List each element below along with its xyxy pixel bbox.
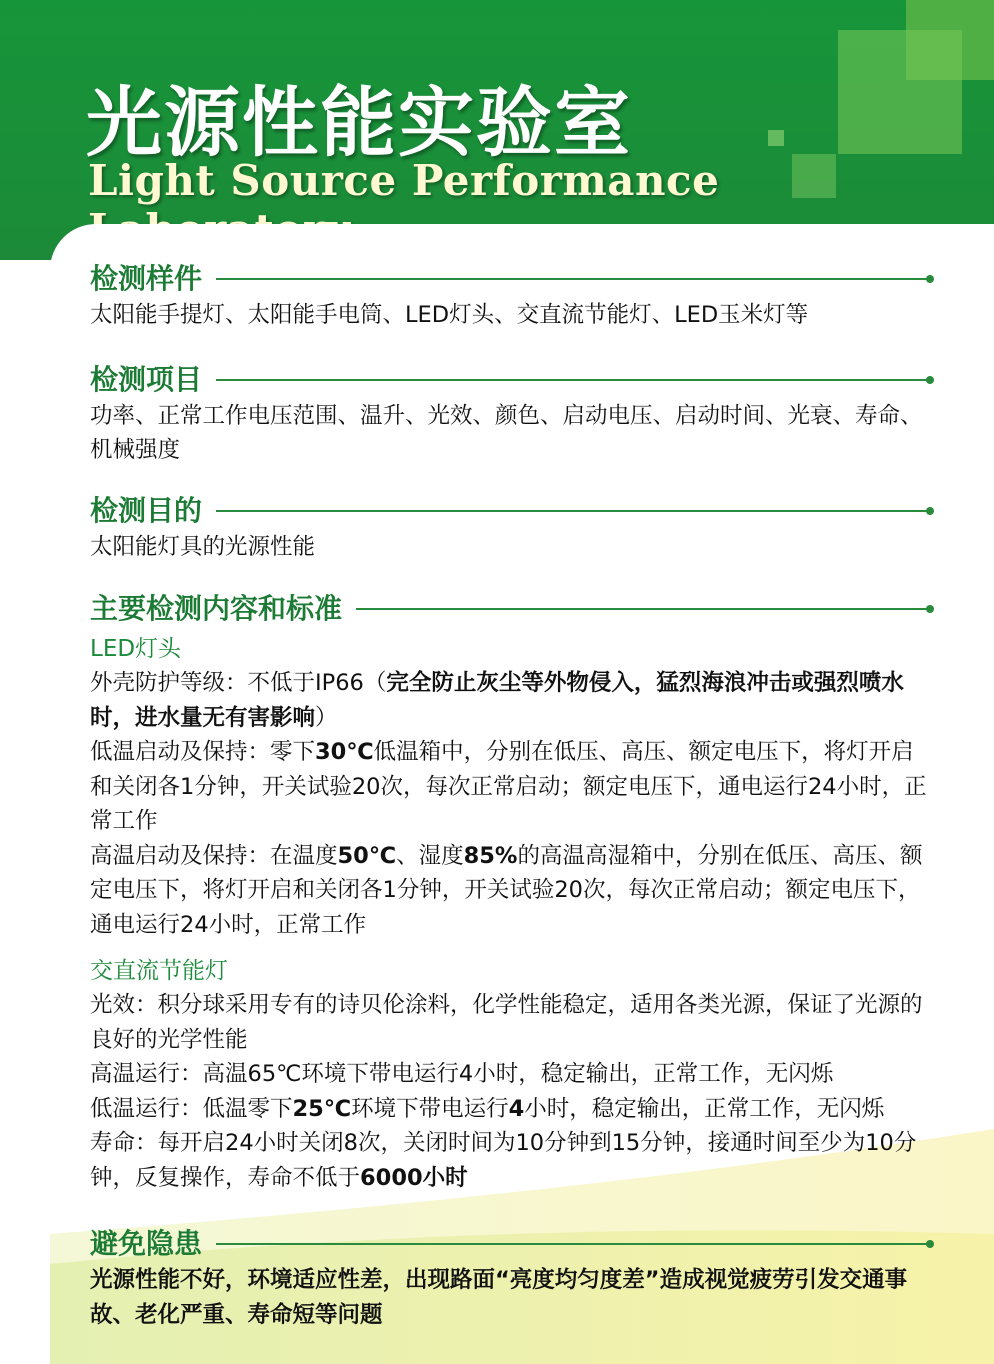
- section-text: 功率、正常工作电压范围、温升、光效、颜色、启动电压、启动时间、光衰、寿命、机械强度: [90, 402, 923, 463]
- content-panel: [50, 224, 994, 1364]
- page-title: 光源性能实验室: [86, 78, 632, 167]
- section-text: 光源性能不好，环境适应性差，出现路面“亮度均匀度差”造成视觉疲劳引发交通事故、老化严重、寿命短等问题: [90, 1267, 908, 1328]
- section-divider: [216, 510, 930, 512]
- cfl-low-temp: 低温运行：低温零下25℃环境下带电运行4小时，稳定输出，正常工作，无闪烁: [90, 1095, 885, 1122]
- content: [90, 260, 930, 1332]
- section-text: 太阳能灯具的光源性能: [90, 533, 316, 560]
- cfl-high-temp: 高温运行：高温65℃环境下带电运行4小时，稳定输出，正常工作，无闪烁: [90, 1061, 834, 1087]
- section-title: 避免隐患: [90, 1227, 203, 1260]
- led-high-temp: 高温启动及保持：在温度50℃、湿度85%的高温高湿箱中，分别在低压、高压、额定电压下，将灯开启和关闭各1分钟，开关试验20次，每次正常启动；额定电压下，通电运行24小时，正常工作: [90, 842, 923, 938]
- section-avoid: [90, 1225, 930, 1332]
- section-title: 主要检测内容和标准: [90, 592, 343, 625]
- section-purpose: [90, 492, 930, 565]
- section-text: 太阳能手提灯、太阳能手电筒、LED灯头、交直流节能灯、LED玉米灯等: [90, 302, 809, 328]
- subsection-title-led: LED灯头: [90, 636, 182, 662]
- section-divider: [356, 608, 930, 610]
- led-shell-protection: 外壳防护等级：不低于IP66（完全防止灰尘等外物侵入，猛烈海浪冲击或强烈喷水时，进水量无有害影响）: [90, 670, 904, 731]
- header-banner: [0, 0, 994, 260]
- section-title: 检测项目: [90, 362, 203, 396]
- section-divider: [216, 278, 930, 280]
- section-items: [90, 361, 930, 468]
- led-low-temp: 低温启动及保持：零下30℃低温箱中，分别在低压、高压、额定电压下，将灯开启和关闭各1分钟，开关试验20次，每次正常启动；额定电压下，通电运行24小时，正常工作: [90, 739, 927, 834]
- section-title: 检测样件: [90, 262, 203, 295]
- section-samples: [90, 260, 930, 333]
- page-subtitle: Light Source Performance: [88, 156, 720, 205]
- cfl-efficacy: 光效：积分球采用专有的诗贝伦涂料，化学性能稳定，适用各类光源，保证了光源的良好的光学性能: [90, 992, 923, 1053]
- decor-square: [768, 130, 784, 146]
- decor-square: [838, 30, 962, 154]
- section-main: [90, 590, 930, 1195]
- subsection-title-cfl: 交直流节能灯: [90, 958, 228, 984]
- cfl-life: 寿命：每开启24小时关闭8次，关闭时间为10分钟到15分钟，接通时间至少为10分钟，反复操作，寿命不低于6000小时: [90, 1130, 917, 1191]
- section-divider: [216, 1243, 930, 1245]
- section-divider: [216, 379, 930, 381]
- section-title: 检测目的: [90, 493, 203, 527]
